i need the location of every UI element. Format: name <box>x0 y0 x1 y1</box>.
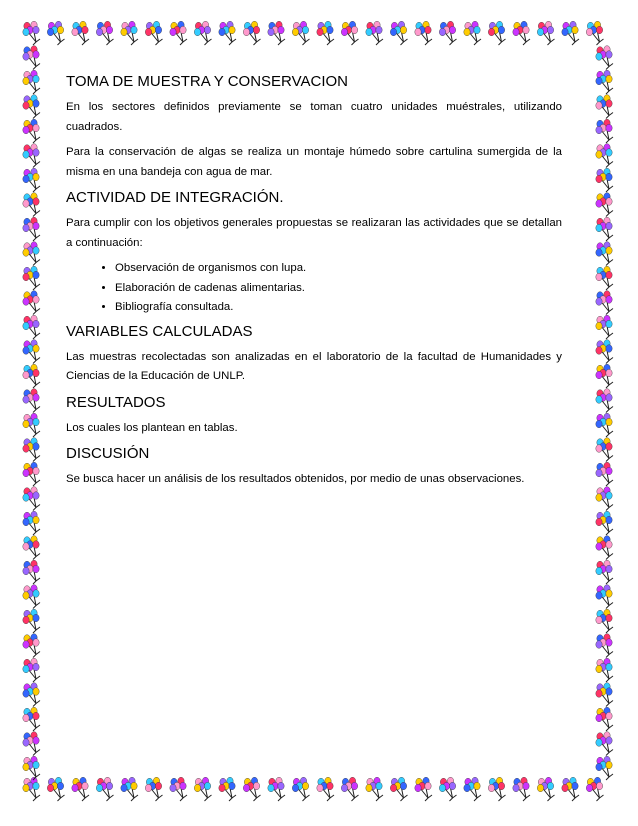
balloon-bunch-icon <box>596 658 613 682</box>
balloon-bunch-icon <box>23 242 40 266</box>
balloon-bunch-icon <box>596 95 613 119</box>
balloon-bunch-icon <box>23 144 40 168</box>
balloon-bunch-icon <box>596 291 613 315</box>
balloon-bunch-icon <box>317 777 334 801</box>
balloon-bunch-icon <box>596 438 613 462</box>
balloon-bunch-icon <box>488 777 505 801</box>
balloon-bunch-icon <box>596 193 613 217</box>
heading-toma-de-muestra: TOMA DE MUESTRA Y CONSERVACION <box>66 73 349 90</box>
heading-resultados: RESULTADOS <box>66 393 166 411</box>
balloon-bunch-icon <box>596 266 613 290</box>
list-item: • Bibliografía consultada. <box>115 298 562 318</box>
paragraph-toma-1: En los sectores definidos previamente se toman cuatro unidades muéstrales, utilizando cuadrados. <box>66 101 562 133</box>
balloon-bunch-icon <box>72 21 89 45</box>
balloon-bunch-icon <box>596 364 613 388</box>
balloon-bunch-icon <box>596 70 613 94</box>
balloon-bunch-icon <box>366 777 383 801</box>
balloon-bunch-icon <box>268 21 285 45</box>
balloon-bunch-icon <box>488 21 505 45</box>
balloon-bunch-icon <box>596 609 613 633</box>
balloon-bunch-icon <box>23 585 40 609</box>
balloon-bunch-icon <box>23 168 40 192</box>
balloon-bunch-icon <box>390 21 407 45</box>
balloon-bunch-icon <box>47 21 64 45</box>
balloon-bunch-icon <box>23 21 40 45</box>
balloon-bunch-icon <box>23 95 40 119</box>
balloon-bunch-icon <box>23 46 40 70</box>
balloon-bunch-icon <box>596 634 613 658</box>
balloon-bunch-icon <box>596 560 613 584</box>
balloon-bunch-icon <box>586 777 603 801</box>
balloon-bunch-icon <box>596 462 613 486</box>
balloon-bunch-icon <box>596 487 613 511</box>
balloon-bunch-icon <box>464 21 481 45</box>
paragraph-resultados: Los cuales los plantean en tablas. <box>66 421 238 434</box>
balloon-bunch-icon <box>415 777 432 801</box>
balloon-bunch-icon <box>121 777 138 801</box>
balloon-bunch-icon <box>586 21 603 45</box>
balloon-bunch-icon <box>23 438 40 462</box>
balloon-bunch-icon <box>23 119 40 143</box>
balloon-bunch-icon <box>23 364 40 388</box>
balloon-bunch-icon <box>596 217 613 241</box>
balloon-bunch-icon <box>341 21 358 45</box>
balloon-bunch-icon <box>23 511 40 535</box>
balloon-bunch-icon <box>390 777 407 801</box>
balloon-bunch-icon <box>170 21 187 45</box>
balloon-bunch-icon <box>23 536 40 560</box>
balloon-bunch-icon <box>23 413 40 437</box>
balloon-bunch-icon <box>23 683 40 707</box>
balloon-bunch-icon <box>366 21 383 45</box>
balloon-bunch-icon <box>194 777 211 801</box>
balloon-bunch-icon <box>47 777 64 801</box>
list-item: • Observación de organismos con lupa. <box>115 259 562 279</box>
balloon-bunch-icon <box>268 777 285 801</box>
balloon-bunch-icon <box>562 21 579 45</box>
balloon-bunch-icon <box>596 511 613 535</box>
balloon-bunch-icon <box>121 21 138 45</box>
balloon-bunch-icon <box>596 46 613 70</box>
balloon-bunch-icon <box>23 609 40 633</box>
balloon-bunch-icon <box>513 777 530 801</box>
balloon-bunch-icon <box>23 462 40 486</box>
balloon-bunch-icon <box>439 777 456 801</box>
heading-discusion: DISCUSIÓN <box>66 445 150 462</box>
balloon-bunch-icon <box>23 266 40 290</box>
balloon-bunch-icon <box>23 487 40 511</box>
paragraph-actividad: Para cumplir con los objetivos generales propuestas se realizaran las actividades que se detallan a continuación: <box>66 217 562 249</box>
balloon-bunch-icon <box>415 21 432 45</box>
balloon-bunch-icon <box>596 340 613 364</box>
balloon-bunch-icon <box>219 777 236 801</box>
paragraph-variables: Las muestras recolectadas son analizadas en el laboratorio de la facultad de Humanidades y Ciencias de la Educación de UNLP. <box>66 350 562 382</box>
balloon-bunch-icon <box>596 242 613 266</box>
paragraph-toma-2: Para la conservación de algas se realiza un montaje húmedo sobre cartulina sumergida de la misma en una bandeja con agua de mar. <box>66 146 562 178</box>
balloon-bunch-icon <box>23 634 40 658</box>
balloon-bunch-icon <box>464 777 481 801</box>
balloon-bunch-icon <box>596 144 613 168</box>
document-body <box>66 72 562 496</box>
activity-list <box>66 259 562 318</box>
balloon-bunch-icon <box>145 777 162 801</box>
balloon-bunch-icon <box>292 777 309 801</box>
balloon-bunch-icon <box>219 21 236 45</box>
balloon-bunch-icon <box>596 119 613 143</box>
balloon-bunch-icon <box>596 683 613 707</box>
balloon-bunch-icon <box>596 315 613 339</box>
balloon-bunch-icon <box>23 315 40 339</box>
list-item: • Elaboración de cadenas alimentarias. <box>115 279 562 299</box>
paragraph-discusion: Se busca hacer un análisis de los resultados obtenidos, por medio de unas observaciones. <box>66 473 525 485</box>
heading-actividad: ACTIVIDAD DE INTEGRACIÓN. <box>66 189 284 206</box>
balloon-bunch-icon <box>23 732 40 756</box>
balloon-bunch-icon <box>23 217 40 241</box>
balloon-bunch-icon <box>513 21 530 45</box>
balloon-bunch-icon <box>170 777 187 801</box>
balloon-bunch-icon <box>96 777 113 801</box>
balloon-bunch-icon <box>562 777 579 801</box>
balloon-bunch-icon <box>194 21 211 45</box>
balloon-bunch-icon <box>23 70 40 94</box>
balloon-bunch-icon <box>292 21 309 45</box>
balloon-bunch-icon <box>23 389 40 413</box>
balloon-bunch-icon <box>596 168 613 192</box>
balloon-bunch-icon <box>596 732 613 756</box>
heading-variables: VARIABLES CALCULADAS <box>66 322 253 340</box>
balloon-bunch-icon <box>596 413 613 437</box>
balloon-bunch-icon <box>23 560 40 584</box>
balloon-bunch-icon <box>596 707 613 731</box>
balloon-bunch-icon <box>596 585 613 609</box>
balloon-bunch-icon <box>23 658 40 682</box>
balloon-bunch-icon <box>23 707 40 731</box>
balloon-bunch-icon <box>96 21 113 45</box>
balloon-bunch-icon <box>537 777 554 801</box>
balloon-bunch-icon <box>72 777 89 801</box>
balloon-bunch-icon <box>23 777 40 801</box>
balloon-bunch-icon <box>243 21 260 45</box>
balloon-bunch-icon <box>596 536 613 560</box>
balloon-bunch-icon <box>23 193 40 217</box>
balloon-bunch-icon <box>23 291 40 315</box>
balloon-bunch-icon <box>596 756 613 780</box>
balloon-bunch-icon <box>243 777 260 801</box>
balloon-bunch-icon <box>23 340 40 364</box>
balloon-bunch-icon <box>317 21 334 45</box>
balloon-bunch-icon <box>439 21 456 45</box>
balloon-bunch-icon <box>341 777 358 801</box>
balloon-bunch-icon <box>596 389 613 413</box>
balloon-bunch-icon <box>145 21 162 45</box>
balloon-bunch-icon <box>537 21 554 45</box>
balloon-bunch-icon <box>23 756 40 780</box>
